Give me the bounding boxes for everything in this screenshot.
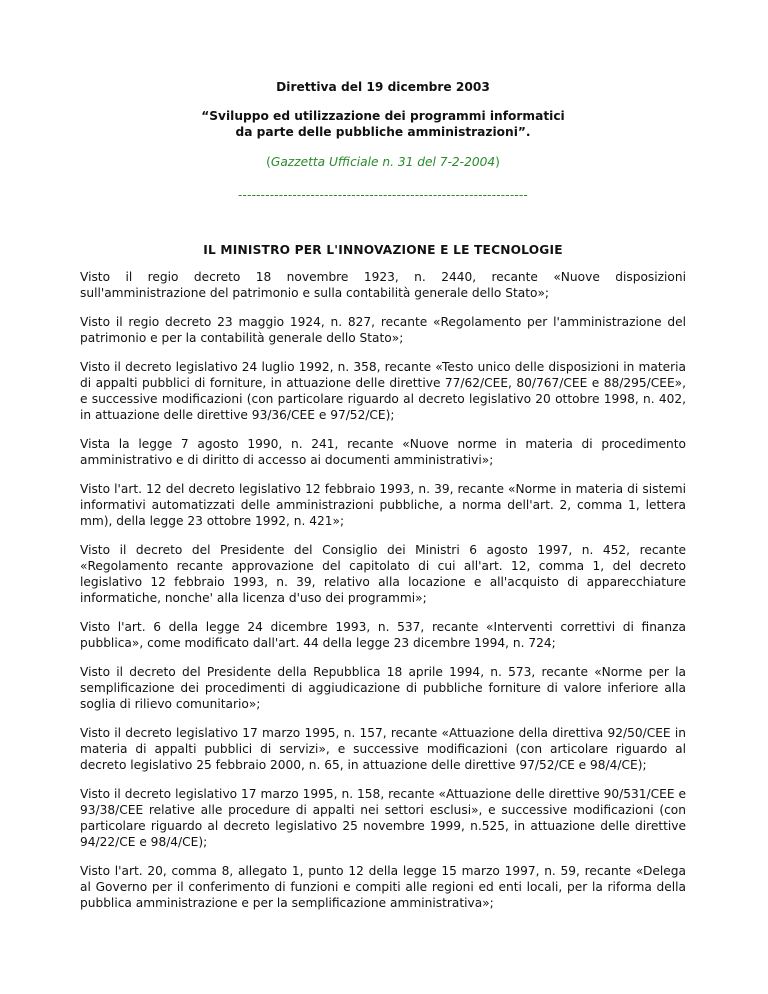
separator-line: ----------------------------------------------------------------: [238, 188, 528, 202]
paragraph: Visto l'art. 6 della legge 24 dicembre 1993, n. 537, recante «Interventi correttivi di finanza pubblica», come modificato dall'art. 44 della legge 23 dicembre 1994, n. 724;: [80, 620, 686, 650]
paragraph: Visto il decreto del Presidente della Repubblica 18 aprile 1994, n. 573, recante «Norme per la semplificazione dei procedimenti di aggiudicazione di pubbliche forniture di valore inferiore alla soglia di rilievo comunitario»;: [80, 665, 686, 711]
document-title: Direttiva del 19 dicembre 2003: [276, 80, 490, 94]
subtitle-line-1: “Sviluppo ed utilizzazione dei programmi informatici: [201, 109, 565, 123]
gazzetta-close-paren: ): [495, 155, 500, 169]
paragraph: Visto il decreto legislativo 24 luglio 1992, n. 358, recante «Testo unico delle disposizioni in materia di appalti pubblici di forniture, in attuazione delle direttive 77/62/CEE, 80/767/CEE e 88/295/CEE», e successive modificazioni (con particolare riguardo al decreto legislativo 20 ottobre 1998, n. 402, in attuazione delle direttive 93/36/CEE e 97/52/CE);: [80, 360, 686, 422]
section-heading: IL MINISTRO PER L'INNOVAZIONE E LE TECNOLOGIE: [203, 243, 563, 257]
document-subtitle: [80, 108, 686, 140]
paragraph: Visto il regio decreto 18 novembre 1923, n. 2440, recante «Nuove disposizioni sull'amministrazione del patrimonio e sulla contabilità generale dello Stato»;: [80, 270, 686, 300]
gazzetta-source: Gazzetta Ufficiale n. 31 del 7-2-2004: [270, 155, 496, 169]
document-body: [80, 269, 686, 911]
paragraph: Visto il decreto legislativo 17 marzo 1995, n. 157, recante «Attuazione della direttiva 92/50/CEE in materia di appalti pubblici di servizi», e successive modificazioni (con articolare riguardo al decreto legislativo 25 febbraio 2000, n. 65, in attuazione delle direttive 97/52/CE e 98/4/CE);: [80, 726, 686, 772]
gazzetta-reference: [80, 155, 686, 169]
paragraph: Visto l'art. 20, comma 8, allegato 1, punto 12 della legge 15 marzo 1997, n. 59, recante «Delega al Governo per il conferimento di funzioni e compiti alle regioni ed enti locali, per la riforma della pubblica amministrazione e per la semplificazione amministrativa»;: [80, 864, 686, 910]
subtitle-line-2: da parte delle pubbliche amministrazioni”.: [235, 125, 531, 139]
gazzetta-open-paren: (: [266, 155, 271, 169]
paragraph: Visto il decreto del Presidente del Consiglio dei Ministri 6 agosto 1997, n. 452, recante «Regolamento recante approvazione del capitolato di cui all'art. 12, comma 1, del decreto legislativo 12 febbraio 1993, n. 39, relativo alla locazione e all'acquisto di apparecchiature informatiche, nonche' alla licenza d'uso dei programmi»;: [80, 543, 686, 605]
paragraph: Vista la legge 7 agosto 1990, n. 241, recante «Nuove norme in materia di procedimento amministrativo e di diritto di accesso ai documenti amministrativi»;: [80, 437, 686, 467]
paragraph: Visto il regio decreto 23 maggio 1924, n. 827, recante «Regolamento per l'amministrazione del patrimonio e per la contabilità generale dello Stato»;: [80, 315, 686, 345]
paragraph: Visto l'art. 12 del decreto legislativo 12 febbraio 1993, n. 39, recante «Norme in materia di sistemi informativi automatizzati delle amministrazioni pubbliche, a norma dell'art. 2, comma 1, lettera mm), della legge 23 ottobre 1992, n. 421»;: [80, 482, 686, 528]
paragraph: Visto il decreto legislativo 17 marzo 1995, n. 158, recante «Attuazione delle direttive 90/531/CEE e 93/38/CEE relative alle procedure di appalti nei settori esclusi», e successive modificazioni (con particolare riguardo al decreto legislativo 25 novembre 1999, n.525, in attuazione delle direttive 94/22/CE e 98/4/CE);: [80, 787, 686, 849]
